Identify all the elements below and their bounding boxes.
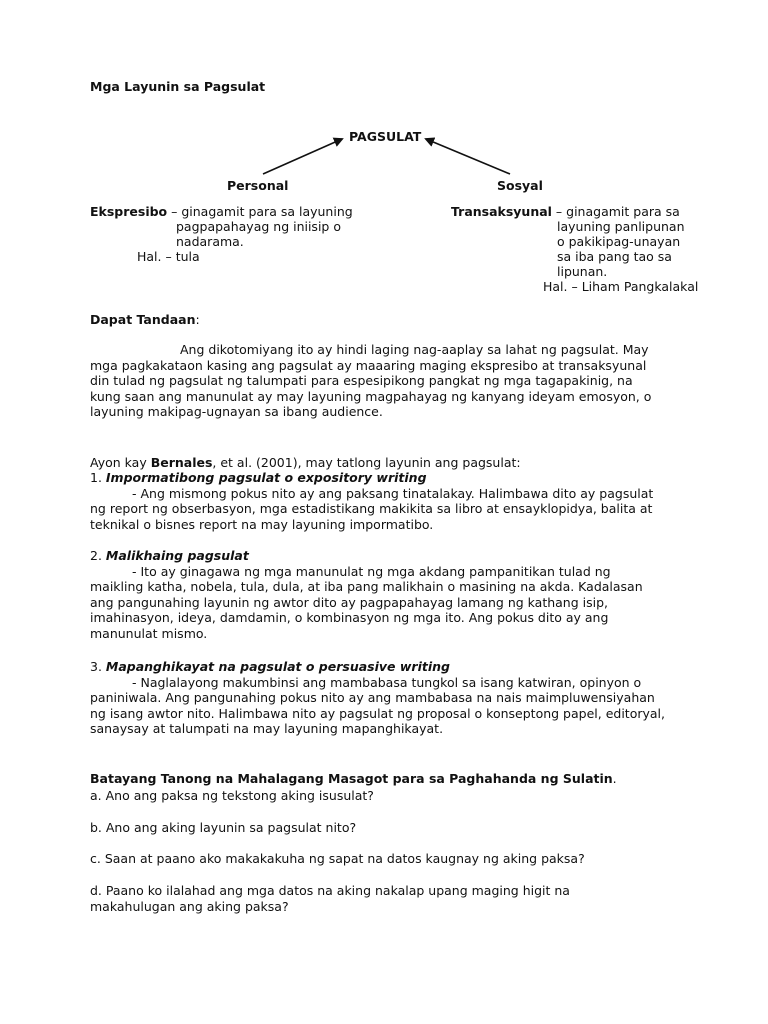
list-item-heading: 3. Mapanghikayat na pagsulat o persuasive writing	[90, 659, 450, 674]
diagram-left-label: Personal	[227, 178, 289, 193]
transaksyunal-example: Hal. – Liham Pangkalakal	[543, 279, 699, 294]
transaksyunal-term: Transaksyunal	[451, 204, 552, 219]
arrow-sosyal-to-pagsulat	[426, 139, 510, 174]
ekspresibo-example: Hal. – tula	[137, 249, 200, 264]
list-item-2	[90, 548, 715, 642]
transaksyunal-line-3: o pakikipag-unayan	[557, 234, 681, 249]
transaksyunal-line-4: sa iba pang tao sa	[557, 249, 672, 264]
ayon-intro: Ayon kay Bernales, et al. (2001), may tatlong layunin ang pagsulat:	[90, 455, 521, 470]
paragraph-line: manunulat mismo.	[90, 625, 208, 641]
dapat-heading: Dapat Tandaan:	[90, 312, 200, 327]
list-item-3	[90, 659, 715, 737]
diagram-arrows	[0, 0, 768, 200]
paragraph-line: ang pangunahing layunin ng awtor dito ay pagpapahayag lamang ng kathang isip,	[90, 594, 609, 610]
ekspresibo-term: Ekspresibo	[90, 204, 168, 219]
ekspresibo-line-1	[90, 204, 353, 219]
paragraph-line: paniniwala. Ang pangunahing pokus nito ay ang mambabasa na nais maimpluwensiyahan	[90, 690, 655, 706]
paragraph-line: ng report ng obserbasyon, mga estadistikang makikita sa libro at ensayklopidya, balita at	[90, 501, 653, 517]
paragraph-line: maikling katha, nobela, tula, dula, at iba pang malikhain o masining na akda. Kadalasan	[90, 579, 643, 595]
paragraph-line: teknikal o bisnes report na may layuning impormatibo.	[90, 516, 434, 532]
question-a: a. Ano ang paksa ng tekstong aking isusulat?	[90, 788, 374, 803]
paragraph-line: imahinasyon, ideya, damdamin, o kombinasyon ng mga ito. Ang pokus dito ay ang	[90, 610, 609, 626]
paragraph-line: mga pagkakataon kasing ang pagsulat ay maaaring maging ekspresibo at transaksyunal	[90, 357, 647, 373]
dapat-paragraph	[90, 342, 715, 420]
list-item-heading: 1. Impormatibong pagsulat o expository writing	[90, 470, 427, 485]
paragraph-line: kung saan ang manunulat ay may layuning magpahayag ng kanyang ideyam emosyon, o	[90, 388, 652, 404]
transaksyunal-def: – ginagamit para sa	[551, 204, 680, 219]
arrow-personal-to-pagsulat	[263, 139, 342, 174]
transaksyunal-line-1	[451, 204, 680, 219]
list-item-1	[90, 470, 715, 532]
transaksyunal-line-5: lipunan.	[557, 264, 608, 279]
page-title: Mga Layunin sa Pagsulat	[90, 79, 266, 94]
ekspresibo-def: – ginagamit para sa layuning	[167, 204, 353, 219]
paragraph-line: - Naglalayong makumbinsi ang mambabasa tungkol sa isang katwiran, opinyon o	[132, 674, 642, 690]
question-d-line-1: d. Paano ko ilalahad ang mga datos na aking nakalap upang maging higit na	[90, 883, 570, 898]
author-name: Bernales	[150, 455, 213, 470]
paragraph-line: layuning makipag-ugnayan sa ibang audience.	[90, 404, 383, 420]
paragraph-line: sanaysay at talumpati na may layuning mapanghikayat.	[90, 721, 444, 737]
diagram-center-label: PAGSULAT	[349, 129, 422, 144]
ekspresibo-line-3: nadarama.	[176, 234, 244, 249]
paragraph-line: Ang dikotomiyang ito ay hindi laging nag-aaplay sa lahat ng pagsulat. May	[180, 342, 649, 357]
question-b: b. Ano ang aking layunin sa pagsulat nito?	[90, 820, 357, 835]
transaksyunal-line-2: layuning panlipunan	[557, 219, 685, 234]
batayang-heading: Batayang Tanong na Mahalagang Masagot para sa Paghahanda ng Sulatin.	[90, 771, 617, 786]
paragraph-line: - Ang mismong pokus nito ay ang paksang tinatalakay. Halimbawa dito ay pagsulat	[132, 485, 654, 501]
question-c: c. Saan at paano ako makakakuha ng sapat na datos kaugnay ng aking paksa?	[90, 851, 585, 866]
paragraph-line: - Ito ay ginagawa ng mga manunulat ng mga akdang pampanitikan tulad ng	[132, 563, 611, 579]
paragraph-line: din tulad ng pagsulat ng talumpati para espesipikong pangkat ng mga tagapakinig, na	[90, 373, 633, 389]
list-item-heading: 2. Malikhaing pagsulat	[90, 548, 249, 563]
ekspresibo-line-2: pagpapahayag ng iniisip o	[176, 219, 341, 234]
paragraph-line: ng isang awtor nito. Halimbawa nito ay pagsulat ng proposal o konseptong papel, editoryal,	[90, 705, 665, 721]
question-d-line-2: makahulugan ang aking paksa?	[90, 899, 289, 914]
diagram-right-label: Sosyal	[497, 178, 543, 193]
